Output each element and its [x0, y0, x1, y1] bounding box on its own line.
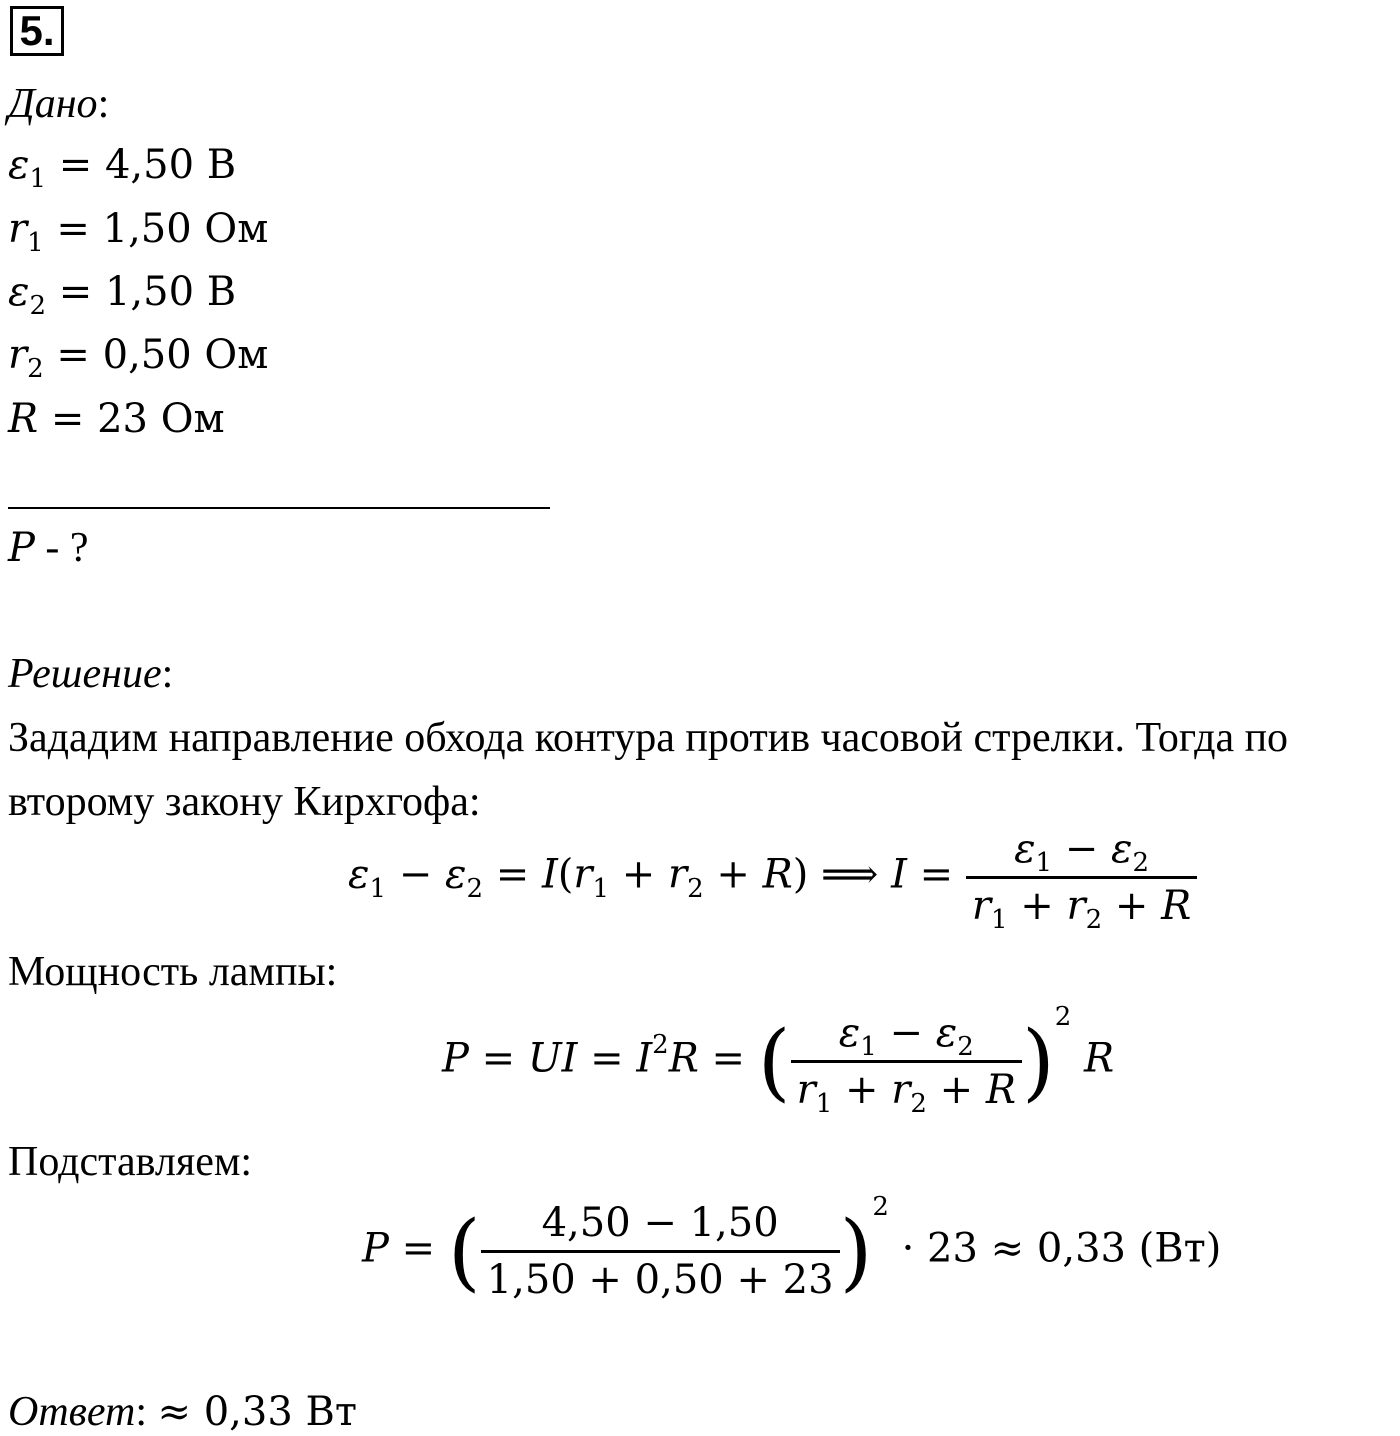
- subst-denominator: 1,50 + 0,50 + 23: [481, 1250, 840, 1303]
- given-r1: $r_1 = 1,50$ Ом: [8, 206, 269, 258]
- given-r2: $r_2 = 0,50$ Ом: [8, 332, 269, 384]
- given-emf2: $\varepsilon_2 = 1,50$ В: [8, 269, 237, 321]
- find-quantity: P - ?: [8, 525, 89, 571]
- solution-header: Решение:: [8, 651, 174, 697]
- power-intro: Мощность лампы:: [8, 949, 338, 995]
- subst-exponent: 2: [872, 1192, 889, 1222]
- substitute-intro: Подставляем:: [8, 1139, 253, 1185]
- given-emf1: $\varepsilon_1 = 4,50$ В: [8, 142, 237, 194]
- solution-text-line1: Зададим направление обхода контура против часовой стрелки. Тогда по: [8, 715, 1289, 761]
- substitution-formula: P = ( $\frac{4,50 - 1,50}{1,50 + 0,50 + 23}$ )$^2$ · 23 ≈ 0,33 (Вт): [362, 1192, 1222, 1303]
- power-formula: P = UI = $I^2R$ = ( $\frac{\varepsilon_1 - \varepsilon_2}{r_1 + r_2 + R}$ )$^2$ R: [442, 1002, 1115, 1119]
- problem-number: 5.: [10, 6, 64, 56]
- answer-value: ≈ 0,33 Вт: [157, 1389, 358, 1435]
- given-resistance: R = 23 Ом: [8, 396, 225, 442]
- solution-text-line2: второму закону Кирхгофа:: [8, 779, 481, 825]
- answer: Ответ: ≈ 0,33 Вт: [8, 1389, 358, 1435]
- answer-header: Ответ: [8, 1389, 136, 1435]
- given-divider: [8, 507, 550, 509]
- subst-tail: · 23 ≈ 0,33 (Вт): [901, 1225, 1222, 1272]
- current-formula: $\varepsilon_1 - \varepsilon_2 = I(r_1 + r_2 + R)$ ⟹ I = $\frac{\varepsilon_1 - \varepsilon_2}{r_1 + r_2 + R}$: [348, 826, 1197, 929]
- subst-numerator: 4,50 − 1,50: [541, 1200, 779, 1246]
- given-header: Дано:: [8, 81, 110, 127]
